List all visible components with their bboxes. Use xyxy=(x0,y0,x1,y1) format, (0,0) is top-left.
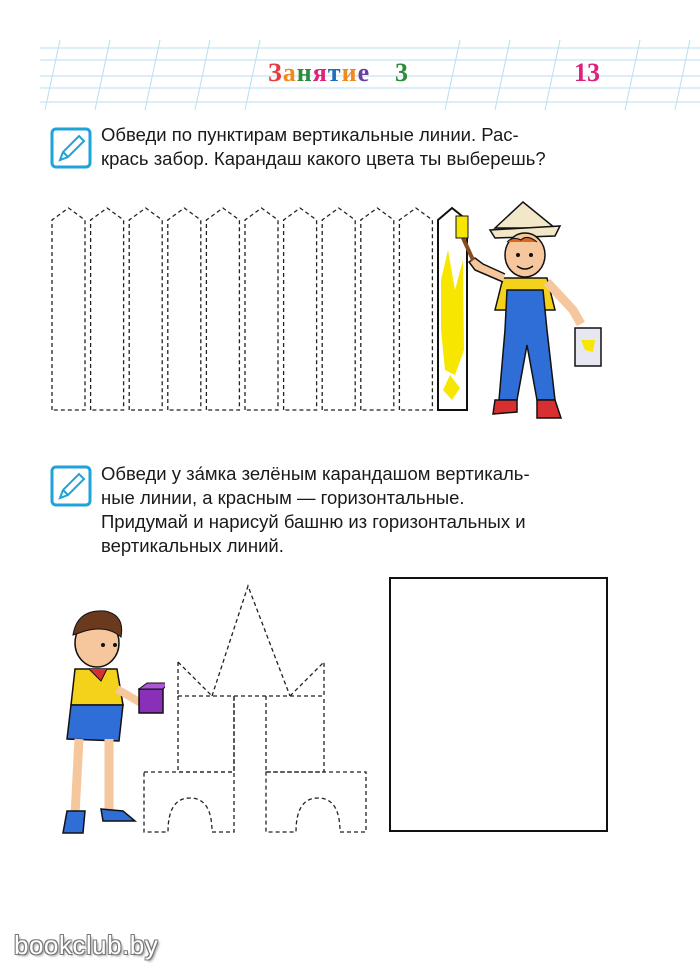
title-letter: т xyxy=(327,58,342,87)
task2-line2: ные линии, а красным — горизонтальные. xyxy=(101,487,465,508)
fence-board xyxy=(91,208,124,410)
fence-board xyxy=(361,208,394,410)
fence-board xyxy=(129,208,162,410)
task1-instructions xyxy=(101,123,608,171)
lesson-title xyxy=(268,58,370,88)
boy-with-cube-illustration xyxy=(45,605,165,845)
pencil-task-icon-2 xyxy=(50,465,92,507)
fence-board xyxy=(245,208,278,410)
fence-board xyxy=(399,208,432,410)
dashed-castle xyxy=(130,580,370,835)
task2-line1: Обведи у за́мка зелёным карандашом вертикаль- xyxy=(101,463,530,484)
title-letter: З xyxy=(268,58,283,87)
fence-board xyxy=(168,208,201,410)
fence-board xyxy=(284,208,317,410)
painter-boy-illustration xyxy=(455,200,615,430)
lesson-number: 3 xyxy=(395,58,408,87)
fence-board xyxy=(206,208,239,410)
title-letter: н xyxy=(296,58,313,87)
fence-board xyxy=(322,208,355,410)
pencil-task-icon xyxy=(50,127,92,169)
title-letter: я xyxy=(312,58,328,87)
page-number: 13 xyxy=(574,58,600,87)
task1-line1: Обведи по пунктирам вертикальные линии. Рас- xyxy=(101,124,519,145)
task2-line3: Придумай и нарисуй башню из горизонтальных и xyxy=(101,511,526,532)
title-letter: е xyxy=(357,58,371,87)
task1-line2: крась забор. Карандаш какого цвета ты выберешь? xyxy=(101,148,546,169)
task2-instructions xyxy=(101,462,608,558)
watermark: bookclub.by xyxy=(14,930,159,960)
title-letter: а xyxy=(282,58,297,87)
title-letter: и xyxy=(341,58,358,87)
drawing-area[interactable] xyxy=(389,577,608,832)
fence-board xyxy=(52,208,85,410)
task2-line4: вертикальных линий. xyxy=(101,535,284,556)
